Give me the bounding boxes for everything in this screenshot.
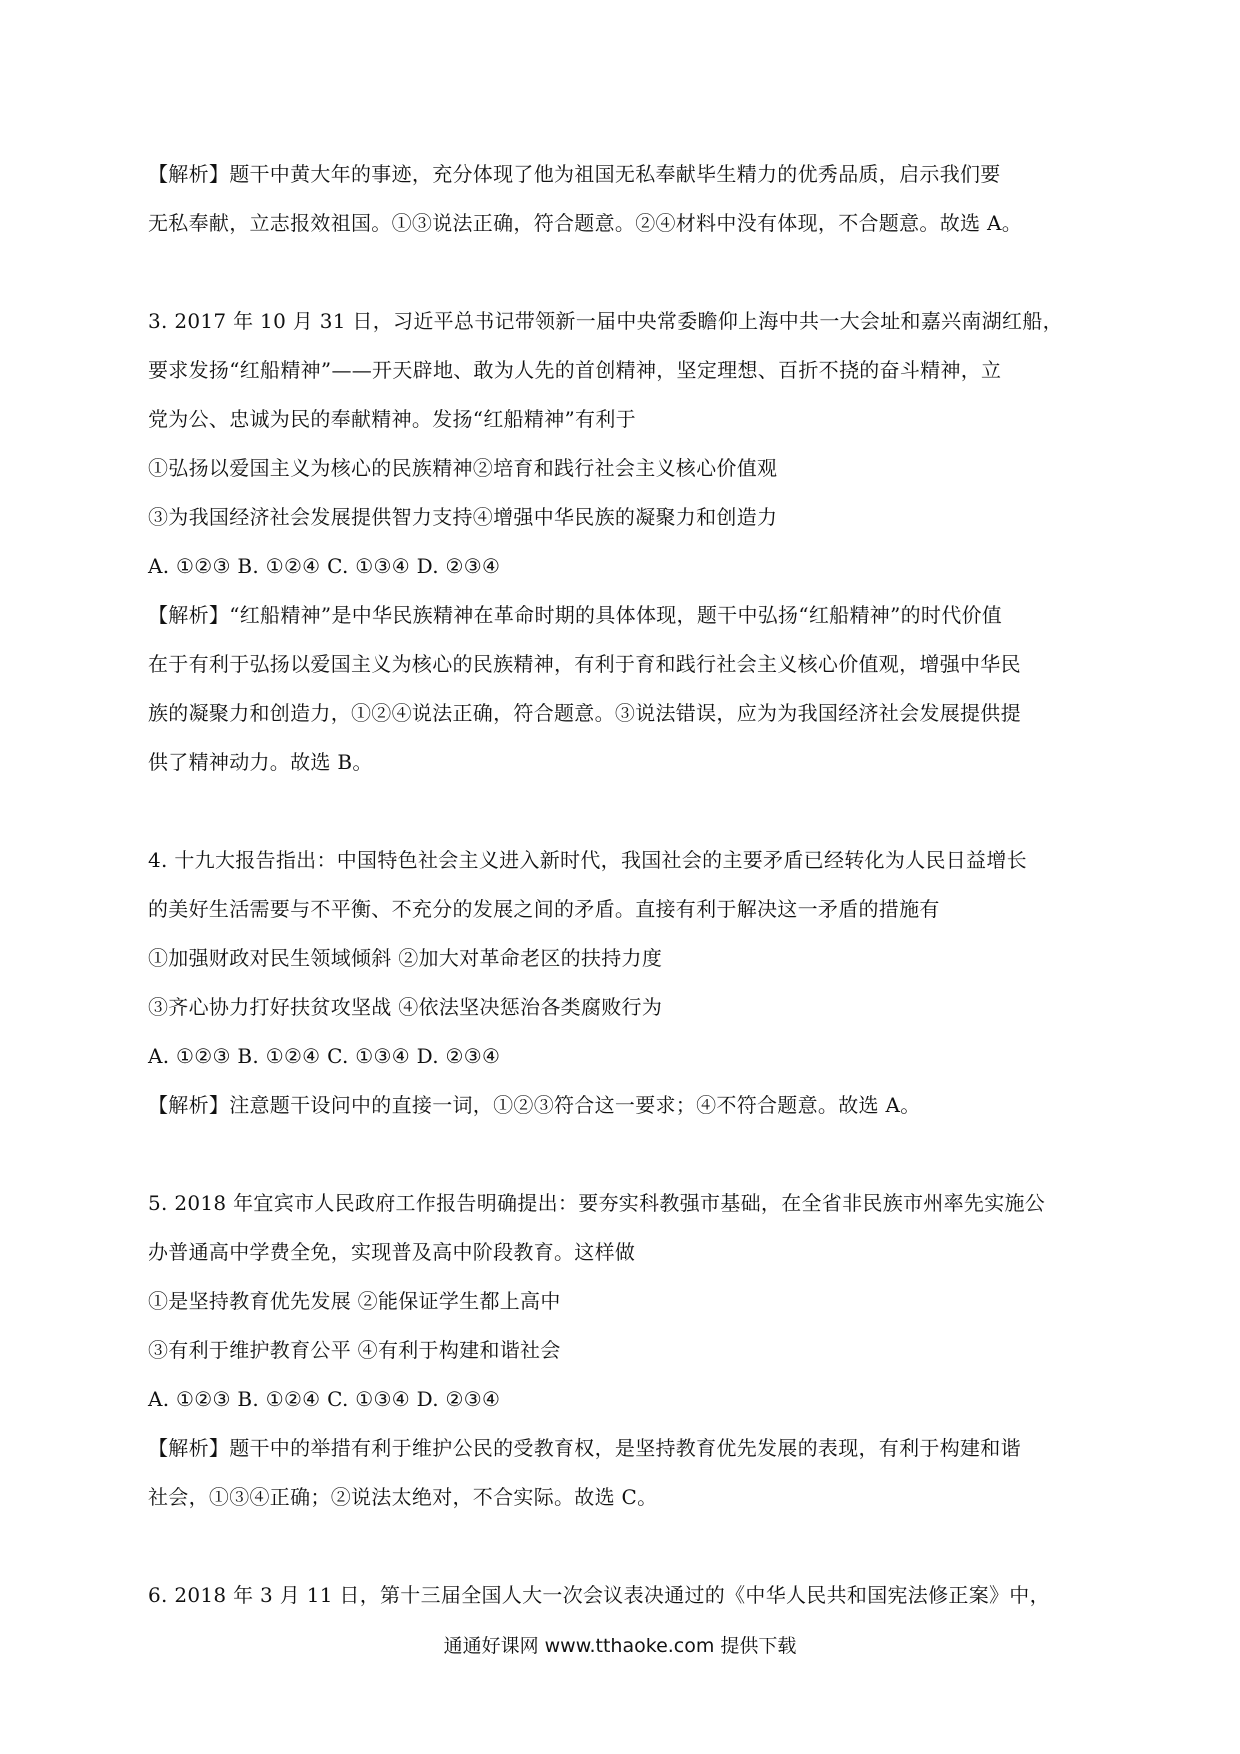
text-line: 在于有利于弘扬以爱国主义为核心的民族精神，有利于育和践行社会主义核心价值观，增强中华民 [148, 652, 1021, 676]
question-stem-line: 6. 2018 年 3 月 11 日，第十三届全国人大一次会议表决通过的《中华人民共和国宪法修正案》中， [148, 1583, 1050, 1607]
text-line: 【解析】“红船精神”是中华民族精神在革命时期的具体体现，题干中弘扬“红船精神”的时代价值 [148, 603, 1003, 627]
text-line: 供了精神动力。故选 B。 [148, 750, 373, 774]
analysis-block-q4 [148, 1081, 1098, 1130]
answer-options: A. ①②③ B. ①②④ C. ①③④ D. ②③④ [148, 1044, 501, 1068]
question-4 [148, 836, 1098, 1081]
text-line: 无私奉献，立志报效祖国。①③说法正确，符合题意。②④材料中没有体现，不合题意。故选 A。 [148, 211, 1022, 235]
question-5 [148, 1179, 1098, 1424]
text-line: 【解析】注意题干设问中的直接一词，①②③符合这一要求；④不符合题意。故选 A。 [148, 1093, 921, 1117]
answer-options: A. ①②③ B. ①②④ C. ①③④ D. ②③④ [148, 1387, 501, 1411]
text-line: 【解析】题干中的举措有利于维护公民的受教育权，是坚持教育优先发展的表现，有利于构建和谐 [148, 1436, 1021, 1460]
text-line: 【解析】题干中黄大年的事迹，充分体现了他为祖国无私奉献毕生精力的优秀品质，启示我们要 [148, 162, 1001, 186]
question-6 [148, 1571, 1098, 1620]
question-stem-line: 的美好生活需要与不平衡、不充分的发展之间的矛盾。直接有利于解决这一矛盾的措施有 [148, 897, 940, 921]
statement-line: ③有利于维护教育公平 ④有利于构建和谐社会 [148, 1338, 561, 1362]
question-stem-line: 要求发扬“红船精神”——开天辟地、敢为人先的首创精神，坚定理想、百折不挠的奋斗精神，立 [148, 358, 1002, 382]
question-stem-line: 3. 2017 年 10 月 31 日，习近平总书记带领新一届中央常委瞻仰上海中共一大会址和嘉兴南湖红船， [148, 309, 1063, 333]
analysis-block-q2 [148, 150, 1098, 248]
question-stem-line: 5. 2018 年宜宾市人民政府工作报告明确提出：要夯实科教强市基础，在全省非民族市州率先实施公 [148, 1191, 1046, 1215]
text-line: 族的凝聚力和创造力，①②④说法正确，符合题意。③说法错误，应为为我国经济社会发展提供提 [148, 701, 1021, 725]
statement-line: ①加强财政对民生领域倾斜 ②加大对革命老区的扶持力度 [148, 946, 663, 970]
analysis-block-q3 [148, 591, 1098, 787]
text-line: 社会，①③④正确；②说法太绝对，不合实际。故选 C。 [148, 1485, 658, 1509]
question-stem-line: 4. 十九大报告指出：中国特色社会主义进入新时代，我国社会的主要矛盾已经转化为人民日益增长 [148, 848, 1027, 872]
question-stem-line: 党为公、忠诚为民的奉献精神。发扬“红船精神”有利于 [148, 407, 636, 431]
answer-options: A. ①②③ B. ①②④ C. ①③④ D. ②③④ [148, 554, 501, 578]
statement-line: ③为我国经济社会发展提供智力支持④增强中华民族的凝聚力和创造力 [148, 505, 778, 529]
document-body [148, 150, 1098, 1620]
statement-line: ①是坚持教育优先发展 ②能保证学生都上高中 [148, 1289, 561, 1313]
question-stem-line: 办普通高中学费全免，实现普及高中阶段教育。这样做 [148, 1240, 636, 1264]
statement-line: ①弘扬以爱国主义为核心的民族精神②培育和践行社会主义核心价值观 [148, 456, 778, 480]
page-footer: 通通好课网 www.tthaoke.com 提供下载 [443, 1635, 797, 1657]
analysis-block-q5 [148, 1424, 1098, 1522]
question-3 [148, 297, 1098, 591]
statement-line: ③齐心协力打好扶贫攻坚战 ④依法坚决惩治各类腐败行为 [148, 995, 663, 1019]
